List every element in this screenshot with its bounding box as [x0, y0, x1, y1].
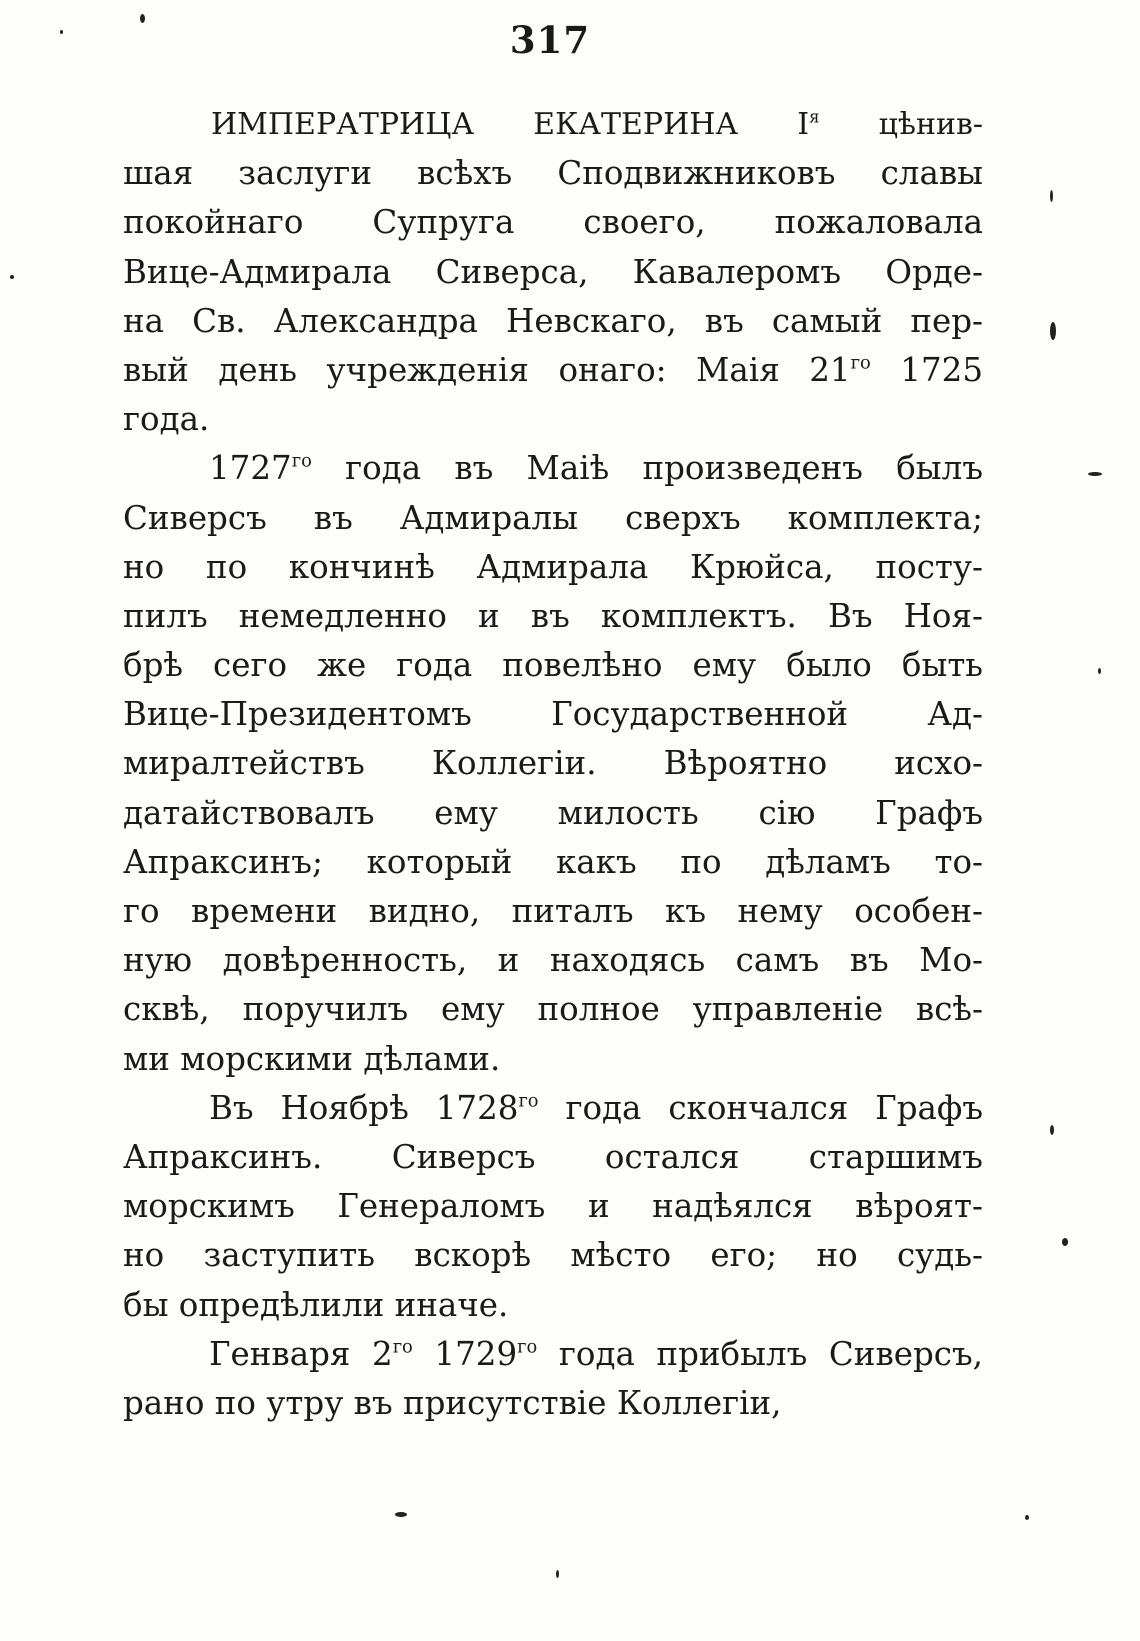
text-line: шая заслуги всѣхъ Сподвижниковъ славы: [123, 154, 983, 193]
scan-speck: [556, 1570, 559, 1578]
text-line: миралтействъ Коллегіи. Вѣроятно исхо-: [123, 744, 983, 783]
text-line: пилъ немедленно и въ комплектъ. Въ Ноя-: [123, 596, 983, 635]
body-text: [123, 100, 983, 1428]
scan-speck: [10, 275, 14, 279]
scan-speck: [1050, 190, 1053, 202]
page-number: 317: [509, 18, 591, 62]
text-line: Генваря $2^{го}$ $1729^{го}$ года прибылъ Сиверсъ,: [209, 1334, 983, 1373]
text-line: на Св. Александра Невскаго, въ самый пер-: [123, 301, 983, 340]
text-line: бы опредѣлили иначе.: [123, 1285, 509, 1324]
scan-speck: [1098, 668, 1101, 674]
text-line: покойнаго Супруга своего, пожаловала: [123, 203, 983, 242]
scan-speck: [60, 30, 63, 34]
scan-speck: [1050, 1125, 1054, 1135]
text-line: Сиверсъ въ Адмиралы сверхъ комплекта;: [123, 498, 983, 537]
text-line: Въ Ноябрѣ $1728^{го}$ года скончался Графъ: [209, 1088, 983, 1127]
text-line: датайствовалъ ему милость сію Графъ: [123, 793, 983, 832]
text-line: но по кончинѣ Адмирала Крюйса, посту-: [123, 547, 983, 586]
text-line: брѣ сего же года повелѣно ему было быть: [123, 646, 983, 685]
text-line: рано по утру въ присутствіе Коллегіи,: [123, 1383, 782, 1422]
scan-speck: [395, 1512, 407, 1517]
scan-speck: [1050, 322, 1056, 340]
scan-speck: [140, 14, 145, 23]
scan-speck: [1025, 1515, 1029, 1520]
text-line: Вице-Президентомъ Государственной Ад-: [123, 695, 983, 734]
text-line: морскимъ Генераломъ и надѣялся вѣроят-: [123, 1187, 983, 1226]
text-line: вый день учрежденія онаго: Маія $21^{го}$ 1725: [123, 350, 984, 389]
text-line: го времени видно, питалъ къ нему особен-: [123, 892, 983, 930]
text-line: ИМПЕРАТРИЦА ЕКАТЕРИНА $I^я$ цѣнив-: [211, 107, 984, 142]
text-line: Вице-Адмирала Сиверса, Кавалеромъ Орде-: [123, 252, 983, 291]
scan-speck: [1088, 472, 1102, 476]
text-line: $1727^{го}$ года въ Маіѣ произведенъ былъ: [209, 449, 983, 488]
text-line: Апраксинъ; который какъ по дѣламъ то-: [123, 842, 983, 881]
text-line: сквѣ, поручилъ ему полное управленіе всѣ-: [123, 990, 983, 1029]
text-line: но заступить вскорѣ мѣсто его; но судь-: [123, 1236, 983, 1275]
text-line: ми морскими дѣлами.: [123, 1039, 501, 1078]
scan-speck: [1062, 1238, 1068, 1246]
text-line: года.: [123, 400, 210, 439]
text-line: ную довѣренность, и находясь самъ въ Мо-: [123, 941, 983, 980]
text-line: Апраксинъ. Сиверсъ остался старшимъ: [123, 1137, 983, 1176]
